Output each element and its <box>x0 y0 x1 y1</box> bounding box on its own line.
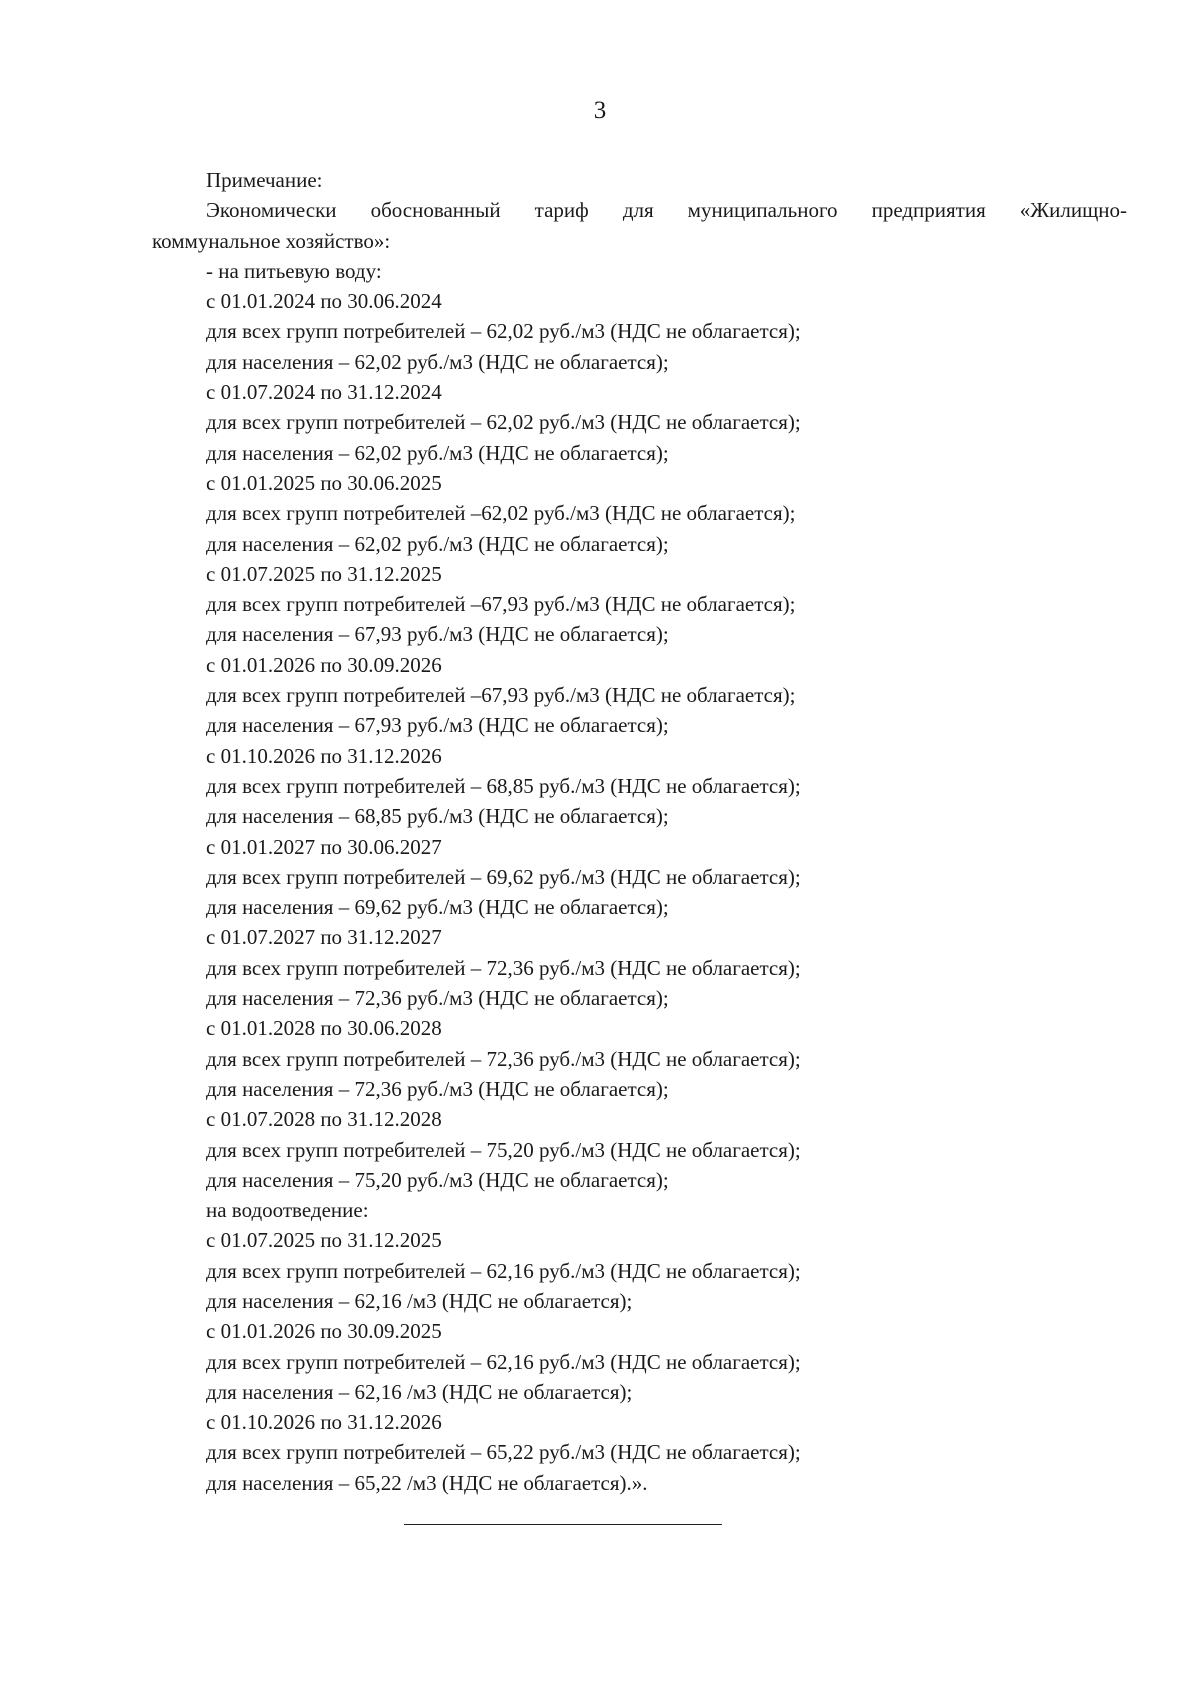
tariff-all-consumers: для всех групп потребителей – 62,02 руб./м3 (НДС не облагается); <box>206 319 801 344</box>
intro-word: Экономически <box>206 198 337 223</box>
tariff-all-consumers: для всех групп потребителей – 62,16 руб./м3 (НДС не облагается); <box>206 1258 801 1283</box>
tariff-all-consumers: для всех групп потребителей – 72,36 руб./м3 (НДС не облагается); <box>206 1046 801 1071</box>
tariff-all-consumers: для всех групп потребителей – 68,85 руб./м3 (НДС не облагается); <box>206 773 801 798</box>
tariff-population: для населения – 62,02 руб./м3 (НДС не облагается); <box>206 440 669 465</box>
tariff-period: с 01.01.2028 по 30.06.2028 <box>206 1016 442 1041</box>
tariff-all-consumers: для всех групп потребителей –67,93 руб./м3 (НДС не облагается); <box>206 592 796 617</box>
document-body <box>152 165 1127 1498</box>
tariff-population: для населения – 75,20 руб./м3 (НДС не облагается); <box>206 1167 669 1192</box>
tariff-period: с 01.01.2025 по 30.06.2025 <box>206 470 442 495</box>
tariff-all-consumers: для всех групп потребителей – 62,02 руб./м3 (НДС не облагается); <box>206 410 801 435</box>
tariff-period: с 01.01.2024 по 30.06.2024 <box>206 289 442 314</box>
tariff-population: для населения – 62,02 руб./м3 (НДС не облагается); <box>206 531 669 556</box>
tariff-all-consumers: для всех групп потребителей – 65,22 руб./м3 (НДС не облагается); <box>206 1440 801 1465</box>
tariff-period: с 01.07.2024 по 31.12.2024 <box>206 380 442 405</box>
tariff-period: с 01.07.2028 по 31.12.2028 <box>206 1107 442 1132</box>
tariff-all-consumers: для всех групп потребителей –62,02 руб./м3 (НДС не облагается); <box>206 501 796 526</box>
tariff-population: для населения – 62,16 /м3 (НДС не облагается); <box>206 1288 633 1313</box>
intro-paragraph-first-line <box>152 195 1127 225</box>
intro-word: для <box>622 198 654 223</box>
tariff-population: для населения – 72,36 руб./м3 (НДС не облагается); <box>206 1076 669 1101</box>
tariff-all-consumers: для всех групп потребителей –67,93 руб./м3 (НДС не облагается); <box>206 683 796 708</box>
intro-word: «Жилищно- <box>1019 198 1127 223</box>
intro-word: предприятия <box>871 198 986 223</box>
tariff-population: для населения – 62,02 руб./м3 (НДС не облагается); <box>206 349 669 374</box>
water-section-heading: - на питьевую воду: <box>206 258 382 283</box>
tariff-all-consumers: для всех групп потребителей – 62,16 руб./м3 (НДС не облагается); <box>206 1349 801 1374</box>
sewer-tariff-list <box>152 1225 1127 1498</box>
intro-word: муниципального <box>687 198 838 223</box>
tariff-period: с 01.10.2026 по 31.12.2026 <box>206 1410 442 1435</box>
tariff-period: с 01.07.2025 по 31.12.2025 <box>206 561 442 586</box>
note-label: Примечание: <box>206 168 323 192</box>
intro-word: тариф <box>534 198 589 223</box>
tariff-all-consumers: для всех групп потребителей – 75,20 руб./м3 (НДС не облагается); <box>206 1137 801 1162</box>
tariff-all-consumers: для всех групп потребителей – 72,36 руб./м3 (НДС не облагается); <box>206 955 801 980</box>
tariff-period: с 01.01.2027 по 30.06.2027 <box>206 834 442 859</box>
closing-divider-line <box>404 1524 722 1525</box>
intro-word: обоснованный <box>370 198 501 223</box>
water-tariff-list <box>152 286 1127 1195</box>
tariff-period: с 01.07.2025 по 31.12.2025 <box>206 1228 442 1253</box>
sewer-section-heading: на водоотведение: <box>206 1198 369 1223</box>
tariff-population: для населения – 67,93 руб./м3 (НДС не облагается); <box>206 713 669 738</box>
tariff-period: с 01.07.2027 по 31.12.2027 <box>206 925 442 950</box>
tariff-population: для населения – 69,62 руб./м3 (НДС не облагается); <box>206 895 669 920</box>
tariff-all-consumers: для всех групп потребителей – 69,62 руб./м3 (НДС не облагается); <box>206 864 801 889</box>
tariff-population: для населения – 72,36 руб./м3 (НДС не облагается); <box>206 986 669 1011</box>
tariff-population: для населения – 67,93 руб./м3 (НДС не облагается); <box>206 622 669 647</box>
tariff-period: с 01.01.2026 по 30.09.2026 <box>206 652 442 677</box>
intro-paragraph-continuation: коммунальное хозяйство»: <box>152 228 391 253</box>
page-number: 3 <box>593 97 607 124</box>
tariff-population: для населения – 68,85 руб./м3 (НДС не облагается); <box>206 804 669 829</box>
tariff-period: с 01.01.2026 по 30.09.2025 <box>206 1319 442 1344</box>
tariff-period: с 01.10.2026 по 31.12.2026 <box>206 743 442 768</box>
tariff-population: для населения – 62,16 /м3 (НДС не облагается); <box>206 1379 633 1404</box>
tariff-population: для населения – 65,22 /м3 (НДС не облагается).». <box>206 1470 648 1495</box>
